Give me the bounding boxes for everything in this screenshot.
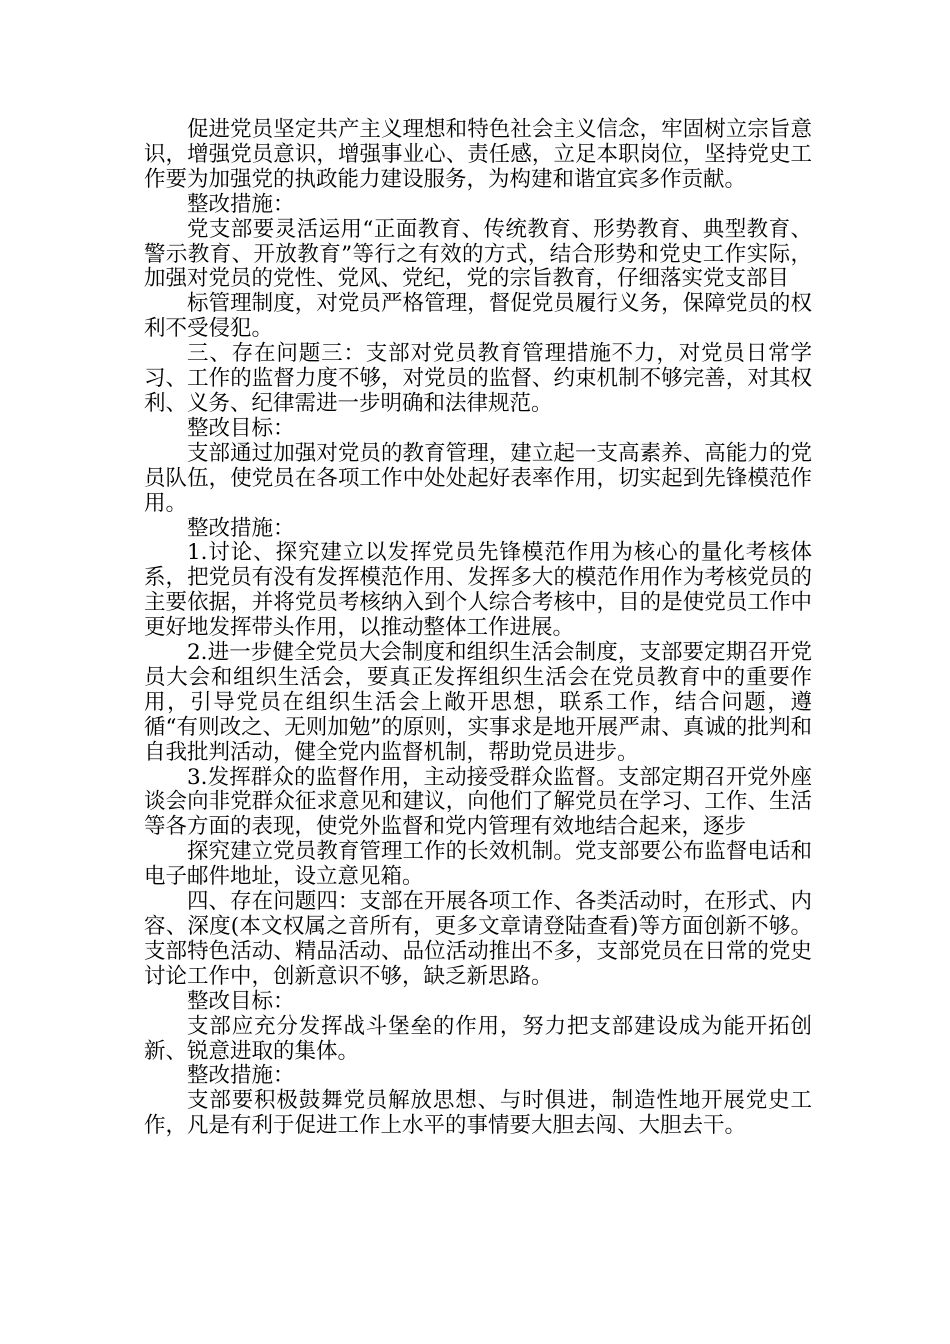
heading-rectification-goal: 整改目标： bbox=[187, 988, 295, 1014]
paragraph-problem-four: 四、存在问题四：支部在开展各项工作、各类活动时，在形式、内容、深度(本文权属之音所有，更多文章请登陆查看)等方面创新不够。支部特色活动、精品活动、品位活动推出不多，支部党员在日常的党史讨论工作中，创新意识不够，缺乏新思路。 bbox=[144, 889, 812, 989]
paragraph: 党支部要灵活运用“正面教育、传统教育、形势教育、典型教育、警示教育、开放教育”等行之有效的方式，结合形势和党史工作实际，加强对党员的党性、党风、党纪，党的宗旨教育，仔细落实党支部目 bbox=[144, 216, 812, 292]
paragraph-problem-three: 三、存在问题三：支部对党员教育管理措施不力，对党员日常学习、工作的监督力度不够，对党员的监督、约束机制不够完善，对其权利、义务、纪律需进一步明确和法律规范。 bbox=[144, 341, 812, 416]
paragraph: 探究建立党员教育管理工作的长效机制。党支部要公布监督电话和电子邮件地址，设立意见箱。 bbox=[144, 839, 812, 890]
paragraph: 标管理制度，对党员严格管理，督促党员履行义务，保障党员的权利不受侵犯。 bbox=[144, 291, 812, 342]
paragraph: 支部应充分发挥战斗堡垒的作用，努力把支部建设成为能开拓创新、锐意进取的集体。 bbox=[144, 1013, 812, 1064]
paragraph-measure-2: 2.进一步健全党员大会制度和组织生活会制度，支部要定期召开党员大会和组织生活会，要真正发挥组织生活会在党员教育中的重要作用，引导党员在组织生活会上敞开思想，联系工作，结合问题，遵循“有则改之、无则加勉”的原则，实事求是地开展严肃、真诚的批判和自我批判活动，健全党内监督机制，帮助党员进步。 bbox=[144, 640, 812, 765]
paragraph: 支部通过加强对党员的教育管理，建立起一支高素养、高能力的党员队伍，使党员在各项工作中处处起好表率作用，切实起到先锋模范作用。 bbox=[144, 440, 812, 516]
paragraph-measure-3: 3.发挥群众的监督作用，主动接受群众监督。支部定期召开党外座谈会向非党群众征求意见和建议，向他们了解党员在学习、工作、生活等各方面的表现，使党外监督和党内管理有效地结合起来，逐步 bbox=[144, 764, 812, 840]
paragraph-measure-1: 1.讨论、探究建立以发挥党员先锋模范作用为核心的量化考核体系，把党员有没有发挥模范作用、发挥多大的模范作用作为考核党员的主要依据，并将党员考核纳入到个人综合考核中，目的是使党员工作中更好地发挥带头作用，以推动整体工作进展。 bbox=[144, 540, 812, 641]
heading-rectification-measures: 整改措施： bbox=[187, 1063, 295, 1089]
heading-rectification-goal: 整改目标： bbox=[187, 415, 295, 441]
paragraph: 支部要积极鼓舞党员解放思想、与时俱进，制造性地开展党史工作，凡是有利于促进工作上水平的事情要大胆去闯、大胆去干。 bbox=[144, 1088, 812, 1139]
heading-rectification-measures: 整改措施： bbox=[187, 191, 295, 217]
paragraph: 促进党员坚定共产主义理想和特色社会主义信念，牢固树立宗旨意识，增强党员意识，增强事业心、责任感，立足本职岗位，坚持党史工作要为加强党的执政能力建设服务，为构建和谐宜宾多作贡献。 bbox=[144, 117, 812, 192]
heading-rectification-measures: 整改措施： bbox=[187, 515, 295, 541]
document-body bbox=[144, 118, 812, 1139]
